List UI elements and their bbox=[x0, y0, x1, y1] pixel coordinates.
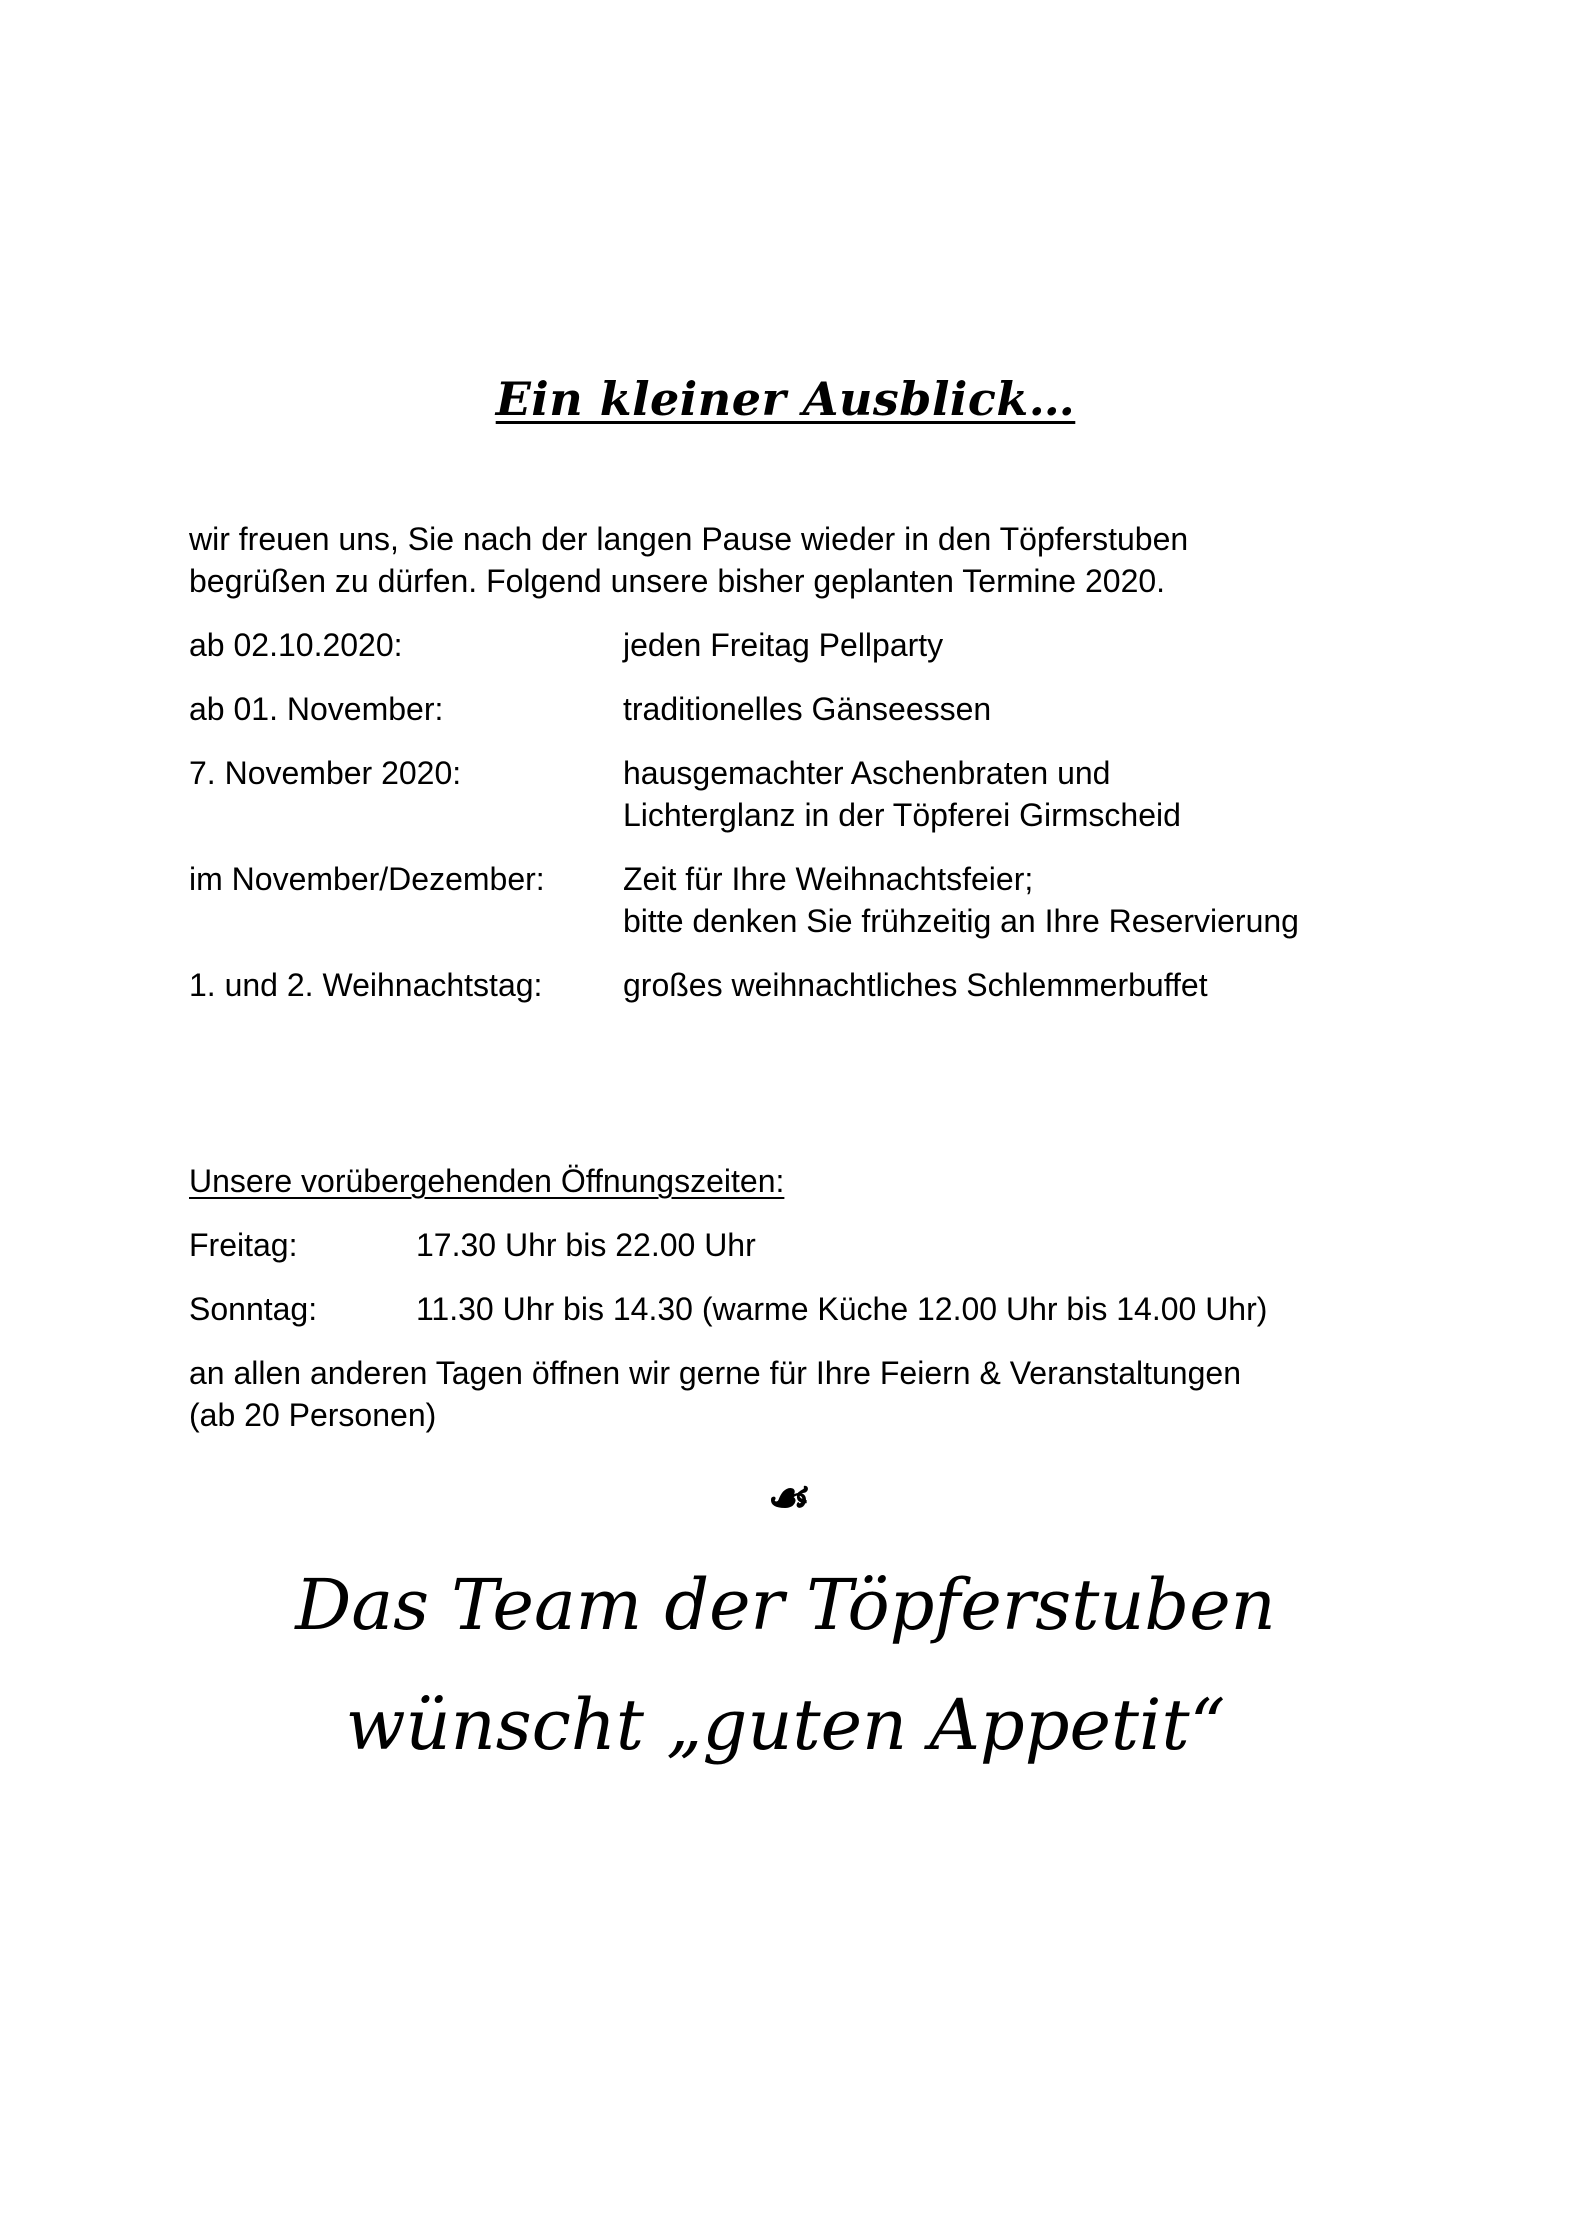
opening-hours-heading: Unsere vorübergehenden Öffnungszeiten: bbox=[189, 1163, 785, 1199]
opening-hours-time: 11.30 Uhr bis 14.30 (warme Küche 12.00 Uhr bis 14.00 Uhr) bbox=[416, 1291, 1268, 1327]
intro-line: begrüßen zu dürfen. Folgend unsere bisher geplanten Termine 2020. bbox=[189, 563, 1166, 599]
event-date: 1. und 2. Weihnachtstag: bbox=[189, 967, 543, 1003]
closing-line: wünscht „guten Appetit“ bbox=[345, 1684, 1226, 1766]
event-description bbox=[623, 624, 943, 666]
event-description-line: jeden Freitag Pellparty bbox=[623, 627, 944, 663]
event-row bbox=[189, 688, 1439, 730]
event-row bbox=[189, 858, 1439, 942]
events-list bbox=[189, 624, 1439, 1028]
opening-hours-list bbox=[189, 1224, 1439, 1352]
intro-line: wir freuen uns, Sie nach der langen Pause wieder in den Töpferstuben bbox=[189, 521, 1189, 557]
event-description-line: traditionelles Gänseessen bbox=[623, 691, 992, 727]
closing-line: Das Team der Töpferstuben bbox=[295, 1564, 1276, 1646]
other-days-line: (ab 20 Personen) bbox=[189, 1397, 437, 1433]
event-description-line: hausgemachter Aschenbraten und bbox=[623, 755, 1111, 791]
event-description-line: großes weihnachtliches Schlemmerbuffet bbox=[623, 967, 1208, 1003]
event-description bbox=[623, 752, 1181, 836]
page-title: Ein kleiner Ausblick… bbox=[495, 372, 1076, 426]
event-row bbox=[189, 964, 1439, 1006]
other-days-note bbox=[189, 1352, 1439, 1436]
event-date: ab 02.10.2020: bbox=[189, 627, 403, 663]
event-date: 7. November 2020: bbox=[189, 755, 462, 791]
event-row bbox=[189, 624, 1439, 666]
event-description-line: Lichterglanz in der Töpferei Girmscheid bbox=[623, 797, 1181, 833]
opening-hours-row bbox=[189, 1224, 1439, 1266]
opening-hours-day: Freitag: bbox=[189, 1227, 298, 1263]
event-description bbox=[623, 858, 1299, 942]
event-description-line: Zeit für Ihre Weihnachtsfeier; bbox=[623, 861, 1034, 897]
opening-hours-time: 17.30 Uhr bis 22.00 Uhr bbox=[416, 1227, 756, 1263]
other-days-line: an allen anderen Tagen öffnen wir gerne für Ihre Feiern & Veranstaltungen bbox=[189, 1355, 1241, 1391]
ornament-icon: ☙ bbox=[763, 1470, 808, 1526]
event-row bbox=[189, 752, 1439, 836]
event-description bbox=[623, 964, 1208, 1006]
event-description bbox=[623, 688, 991, 730]
opening-hours-day: Sonntag: bbox=[189, 1291, 318, 1327]
opening-hours-row bbox=[189, 1288, 1439, 1330]
event-description-line: bitte denken Sie frühzeitig an Ihre Reservierung bbox=[623, 903, 1299, 939]
event-date: ab 01. November: bbox=[189, 691, 444, 727]
intro-paragraph bbox=[189, 518, 1439, 602]
event-date: im November/Dezember: bbox=[189, 861, 545, 897]
